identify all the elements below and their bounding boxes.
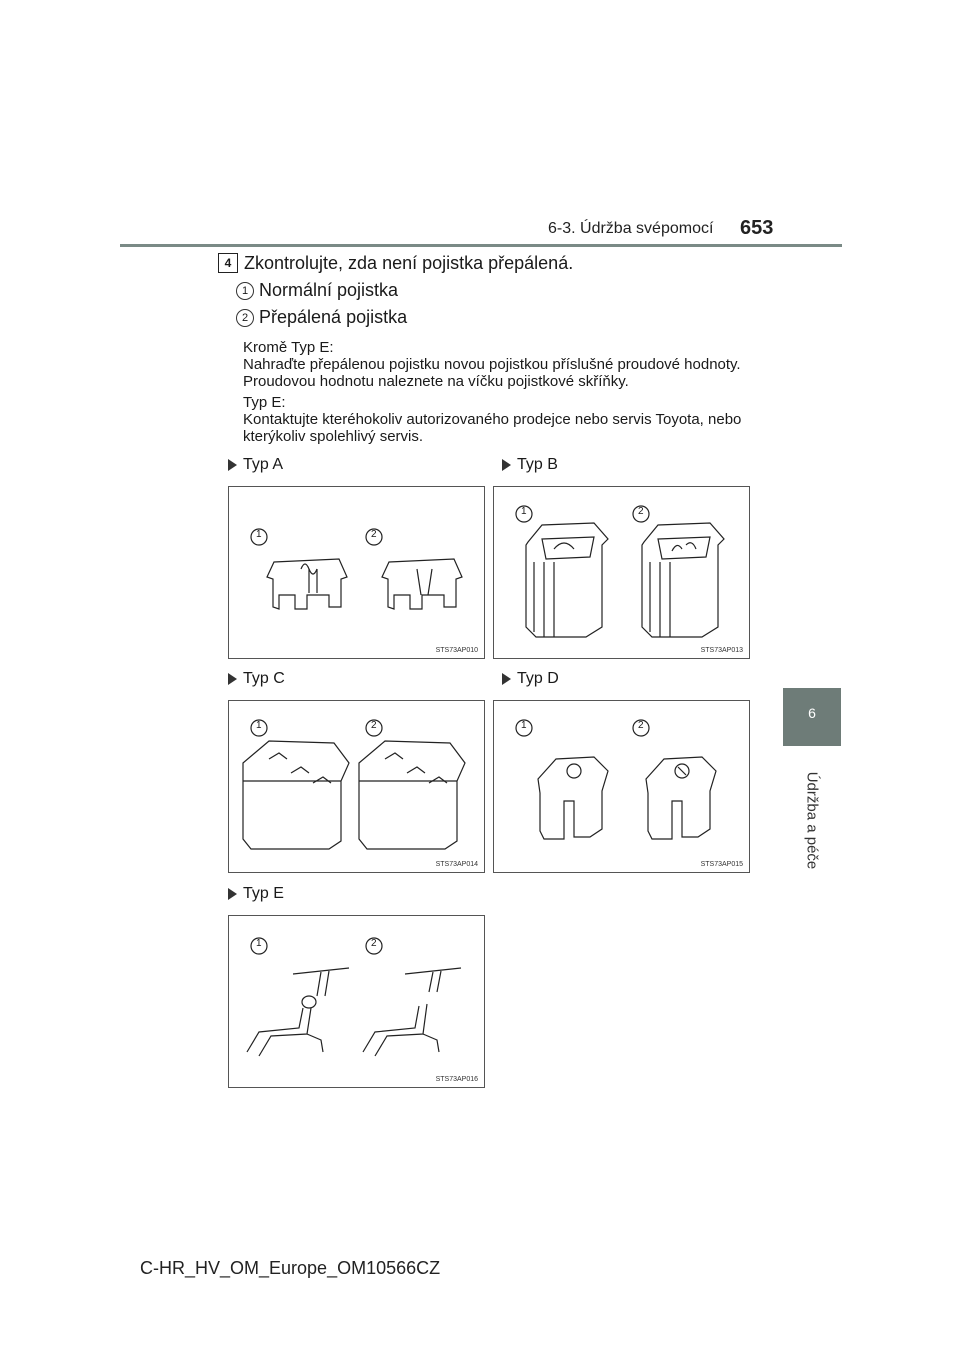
triangle-bullet-icon <box>228 888 237 900</box>
triangle-bullet-icon <box>502 673 511 685</box>
chapter-title: Údržba a péče <box>803 771 821 869</box>
item-blown-fuse: Přepálená pojistka <box>259 307 408 327</box>
figure-type-b <box>493 486 750 659</box>
circled-number-2: 2 <box>638 506 644 517</box>
callout-circle: 1 <box>236 282 254 300</box>
figure-type-a <box>228 486 485 659</box>
circled-number-2: 2 <box>638 720 644 731</box>
chapter-side-label <box>770 760 854 880</box>
note-line: Nahraďte přepálenou pojistku novou pojistkou příslušné proudové hodnoty. <box>243 356 741 373</box>
note-except-type-e <box>243 339 773 390</box>
chapter-tab[interactable] <box>783 688 841 746</box>
circled-number-1: 1 <box>256 720 262 731</box>
type-d-label: Typ D <box>502 670 559 688</box>
figure-type-c <box>228 700 485 873</box>
note-line: Proudovou hodnotu naleznete na víčku pojistkové skříňky. <box>243 373 629 390</box>
figure-type-d <box>493 700 750 873</box>
figure-code: STS73AP014 <box>435 861 478 868</box>
document-id-footer: C-HR_HV_OM_Europe_OM10566CZ <box>140 1258 441 1278</box>
figure-code: STS73AP013 <box>700 647 743 654</box>
callout-circle: 2 <box>236 309 254 327</box>
fuse-type-e-illustration <box>229 916 486 1089</box>
circled-number-2: 2 <box>371 938 377 949</box>
note-line: Kontaktujte kteréhokoliv autorizovaného prodejce nebo servis Toyota, nebo <box>243 411 742 428</box>
type-b-label: Typ B <box>502 456 558 474</box>
circled-number-2: 2 <box>371 529 377 540</box>
figure-code: STS73AP016 <box>435 1076 478 1083</box>
circled-number-1: 1 <box>521 506 527 517</box>
fuse-type-b-illustration <box>494 487 751 660</box>
note-heading: Kromě Typ E: <box>243 339 334 356</box>
section-title: 6-3. Údržba svépomocí <box>548 220 714 237</box>
triangle-bullet-icon <box>228 459 237 471</box>
type-e-label: Typ E <box>228 885 284 903</box>
circled-number-1: 1 <box>256 938 262 949</box>
figure-type-e <box>228 915 485 1088</box>
step-number-box: 4 <box>218 253 238 273</box>
triangle-bullet-icon <box>228 673 237 685</box>
figure-code: STS73AP010 <box>435 647 478 654</box>
note-type-e <box>243 394 773 445</box>
triangle-bullet-icon <box>502 459 511 471</box>
circled-number-2: 2 <box>371 720 377 731</box>
note-line: kterýkoliv spolehlivý servis. <box>243 428 424 445</box>
type-c-label: Typ C <box>228 670 285 688</box>
step-title: Zkontrolujte, zda není pojistka přepálená. <box>244 253 574 273</box>
header-rule <box>120 244 842 247</box>
fuse-type-d-illustration <box>494 701 751 874</box>
item-normal-fuse: Normální pojistka <box>259 280 399 300</box>
fuse-type-c-illustration <box>229 701 486 874</box>
figure-code: STS73AP015 <box>700 861 743 868</box>
circled-number-1: 1 <box>256 529 262 540</box>
fuse-type-a-illustration <box>229 487 486 660</box>
type-a-label: Typ A <box>228 456 283 474</box>
chapter-number: 6 <box>808 705 816 721</box>
note-heading: Typ E: <box>243 394 286 411</box>
circled-number-1: 1 <box>521 720 527 731</box>
page-number: 653 <box>740 217 774 239</box>
